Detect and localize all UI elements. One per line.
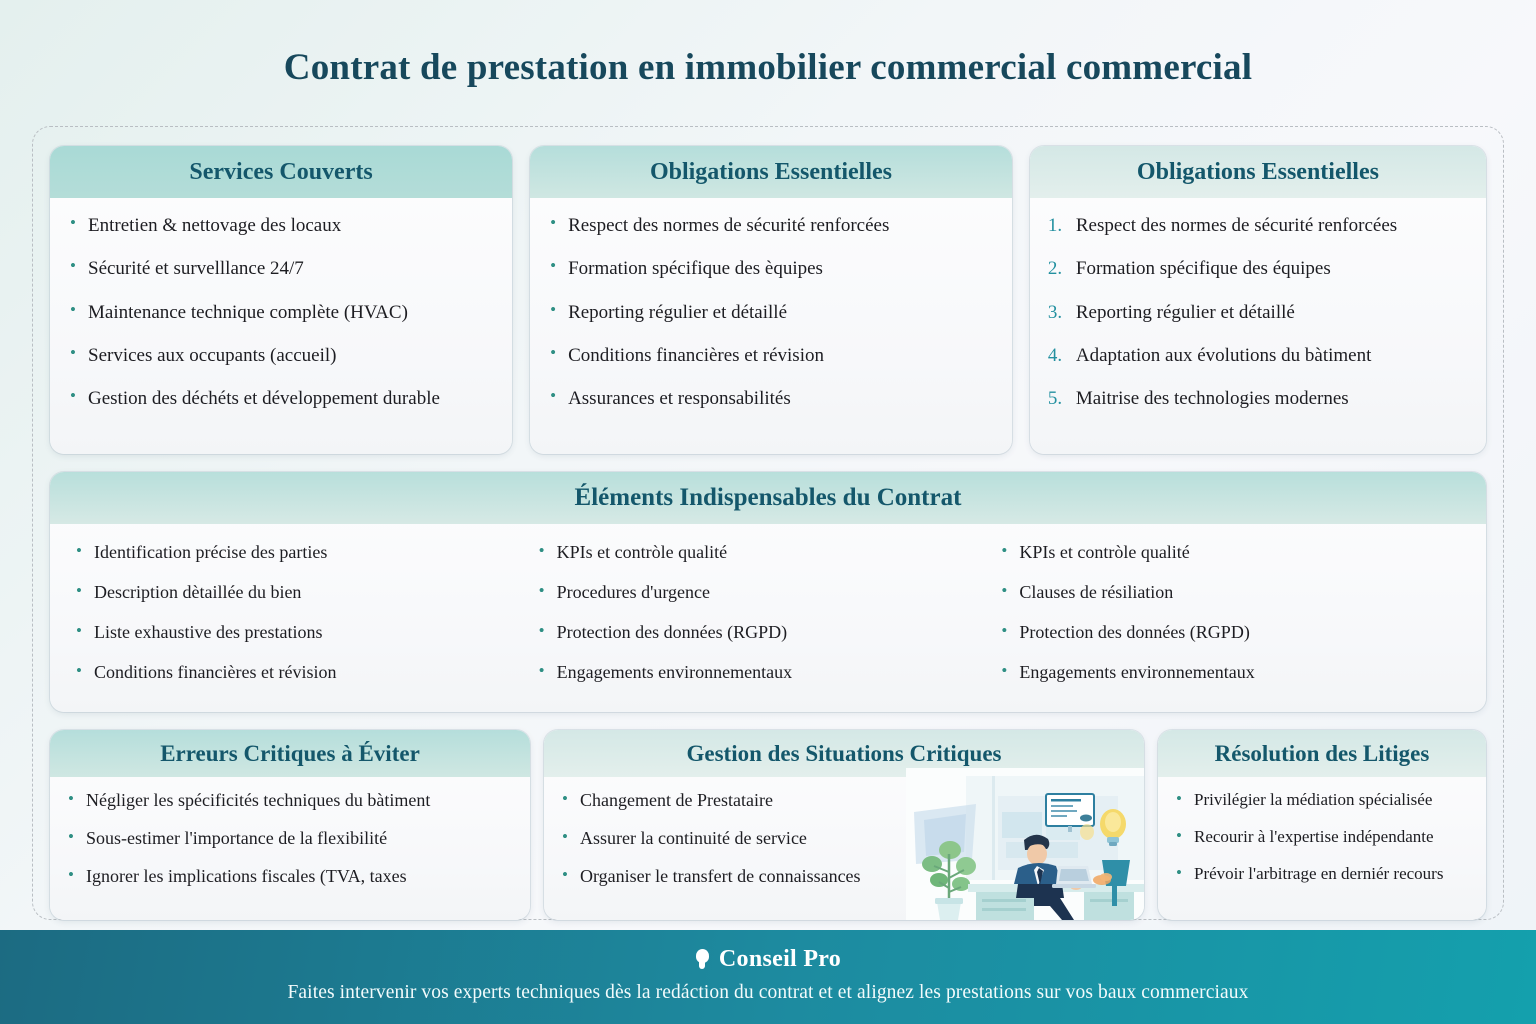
list-item: • Gestion des déchéts et développement durable	[68, 387, 494, 410]
numbered-list	[1048, 214, 1468, 410]
footer-title: Conseil Pro	[718, 946, 842, 972]
card-body	[1030, 198, 1486, 454]
list-item	[1048, 387, 1468, 410]
list-number: 5.	[1047, 387, 1063, 409]
card-title: Éléments Indispensables du Contrat	[50, 472, 1486, 524]
list-item: • Identification précise des parties	[74, 542, 537, 564]
list-item: • Recourir à l'expertise indépendante	[1174, 827, 1470, 848]
list-item: • Protection des données (RGPD)	[537, 622, 1000, 644]
card-body	[50, 777, 530, 920]
footer-title-row	[695, 946, 841, 973]
card-erreurs-critiques	[50, 730, 530, 920]
list-item: • KPIs et contròle qualité	[999, 542, 1462, 564]
list-item: • Sécurité et survelllance 24/7	[68, 257, 494, 280]
card-title: Obligations Essentielles	[530, 146, 1012, 198]
list-item-label: Maitrise des technologies modernes	[1075, 387, 1349, 409]
list-item: • Conditions financières et révision	[548, 344, 994, 367]
card-body	[544, 777, 1144, 920]
list-number: 1.	[1047, 215, 1063, 237]
card-gestion-situations-critiques	[544, 730, 1144, 920]
bottom-card-row	[50, 730, 1486, 920]
list-item	[1048, 214, 1468, 237]
bullet-list	[999, 542, 1462, 684]
footer-banner	[0, 930, 1536, 1024]
list-number: 4.	[1047, 344, 1063, 366]
card-title: Obligations Essentielles	[1030, 146, 1486, 198]
card-services-couverts	[50, 146, 512, 454]
card-resolution-des-litiges	[1158, 730, 1486, 920]
card-obligations-essentielles-numbered	[1030, 146, 1486, 454]
list-item: • Conditions financières et révision	[74, 662, 537, 684]
card-obligations-essentielles-bullets	[530, 146, 1012, 454]
column-3	[999, 542, 1462, 702]
list-number: 3.	[1047, 301, 1063, 323]
card-title: Erreurs Critiques à Éviter	[50, 730, 530, 777]
bullet-list	[68, 214, 494, 410]
list-item: • Formation spécifique des èquipes	[548, 257, 994, 280]
list-item	[1048, 301, 1468, 324]
list-item: • Entretien & nettovage des locaux	[68, 214, 494, 237]
list-item: • Reporting régulier et détaillé	[548, 301, 994, 324]
bullet-list	[1174, 790, 1470, 884]
list-item: • Prévoir l'arbitrage en derniér recours	[1174, 864, 1470, 885]
list-item: • Sous-estimer l'importance de la flexibilité	[66, 828, 514, 850]
list-item: • Clauses de résiliation	[999, 582, 1462, 604]
list-item: • Assurances et responsabilités	[548, 387, 994, 410]
list-item: • KPIs et contròle qualité	[537, 542, 1000, 564]
list-item: • Assurer la continuité de service	[560, 828, 1128, 850]
bullet-list	[74, 542, 537, 684]
column-2	[537, 542, 1000, 702]
list-item: • Organiser le transfert de connaissances	[560, 866, 1128, 888]
list-item	[1048, 257, 1468, 280]
list-item: • Description dètaillée du bien	[74, 582, 537, 604]
column-1	[74, 542, 537, 702]
list-number: 2.	[1047, 258, 1063, 280]
list-item: • Ignorer les implications fiscales (TVA, taxes	[66, 866, 514, 888]
card-body	[530, 198, 1012, 454]
card-body	[50, 198, 512, 454]
footer-subtitle: Faites intervenir vos experts techniques dès la redáction du contrat et et alignez les prestations sur vos baux commerciaux	[287, 982, 1249, 1003]
bullet-list	[560, 790, 1128, 888]
list-item-label: Reporting régulier et détaillé	[1075, 301, 1295, 323]
list-item-label: Respect des normes de sécurité renforcées	[1075, 215, 1398, 237]
list-item: • Privilégier la médiation spécialisée	[1174, 790, 1470, 811]
list-item: • Respect des normes de sécurité renforcées	[548, 214, 994, 237]
card-body	[1158, 777, 1486, 920]
list-item: • Protection des données (RGPD)	[999, 622, 1462, 644]
list-item: • Engagements environnementaux	[999, 662, 1462, 684]
card-title: Gestion des Situations Critiques	[544, 730, 1144, 777]
card-title: Résolution des Litiges	[1158, 730, 1486, 777]
list-item: • Changement de Prestataire	[560, 790, 1128, 812]
bullet-list	[548, 214, 994, 410]
bullet-list	[66, 790, 514, 888]
card-title: Services Couverts	[50, 146, 512, 198]
top-card-row	[50, 146, 1486, 454]
list-item: • Négliger les spécificités techniques du bàtiment	[66, 790, 514, 812]
list-item: • Services aux occupants (accueil)	[68, 344, 494, 367]
list-item: • Engagements environnementaux	[537, 662, 1000, 684]
list-item: • Maintenance technique complète (HVAC)	[68, 301, 494, 324]
list-item-label: Adaptation aux évolutions du bàtiment	[1075, 344, 1372, 366]
bullet-list	[537, 542, 1000, 684]
lightbulb-icon	[695, 949, 710, 970]
list-item: • Procedures d'urgence	[537, 582, 1000, 604]
card-elements-indispensables	[50, 472, 1486, 712]
list-item: • Liste exhaustive des prestations	[74, 622, 537, 644]
list-item-label: Formation spécifique des équipes	[1075, 258, 1331, 280]
page-title: Contrat de prestation en immobilier commercial commercial	[283, 47, 1253, 88]
list-item	[1048, 344, 1468, 367]
three-column-list	[50, 524, 1486, 712]
